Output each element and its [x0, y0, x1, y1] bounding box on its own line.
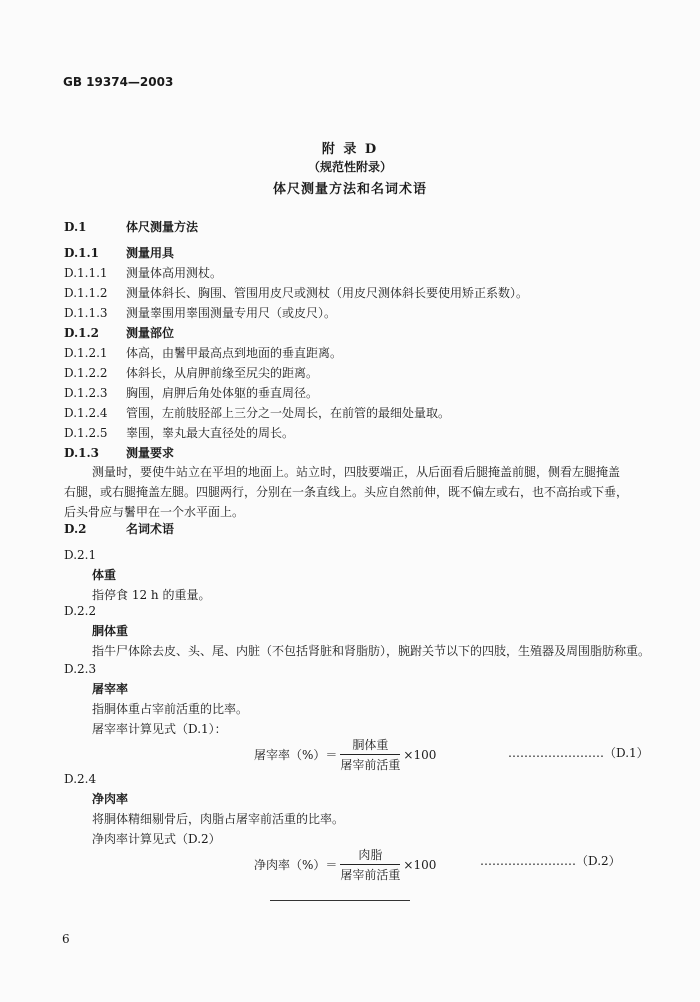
clause: [64, 284, 528, 301]
clause: [64, 404, 450, 421]
term-name: 体重: [92, 568, 117, 582]
clause-text: 胸围，肩胛后角处体躯的垂直周径。: [126, 386, 319, 400]
clause: [64, 264, 222, 281]
page-number: 6: [62, 932, 70, 946]
equation-label: [480, 852, 621, 869]
clause-text: 测量体斜长、胸围、管围用皮尺或测杖（用皮尺测体斜长要使用矫正系数）。: [126, 286, 529, 300]
subsection-heading: [64, 244, 174, 261]
clause-text: 测量体高用测杖。: [126, 266, 223, 280]
term-name: 净肉率: [92, 792, 129, 806]
subsection-number: D.1.3: [64, 446, 100, 460]
term-definition: 指胴体重占宰前活重的比率。: [92, 702, 249, 716]
term-name: 胴体重: [92, 624, 129, 638]
formula-d2: [254, 846, 436, 883]
formula-lhs: 净肉率（%）＝: [254, 858, 338, 872]
clause-text: 测量睾围用睾围测量专用尺（或皮尺）。: [126, 306, 337, 320]
measurement-requirement-paragraph: 测量时，要使牛站立在平坦的地面上。站立时，四肢要端正，从后面看后腿掩盖前腿，侧看左腿掩盖右腿，或右腿掩盖左腿。四腿两行，分别在一条直线上。头应自然前伸，既不偏左或右，也不高抬或下垂，后头骨应与鬐甲在一个水平面上。: [64, 465, 629, 519]
clause-number: D.1.1.1: [64, 266, 108, 280]
subsection-title: 测量部位: [126, 326, 175, 340]
clause-number: D.1.2.4: [64, 406, 108, 420]
clause-number: D.1.2.2: [64, 366, 108, 380]
subsection-title: 测量要求: [126, 446, 175, 460]
subsection-heading: [64, 324, 174, 341]
formula-denominator: 屠宰前活重: [340, 758, 401, 772]
section-number: D.1: [64, 220, 87, 234]
formula-multiplier: ×100: [403, 747, 437, 762]
appendix-type: （规范性附录）: [307, 160, 392, 174]
clause-number: D.1.1.2: [64, 286, 108, 300]
formula-multiplier: ×100: [403, 857, 437, 872]
clause: [64, 384, 318, 401]
equation-label: [508, 744, 649, 761]
clause-text: 体斜长，从肩胛前缘至尻尖的距离。: [126, 366, 319, 380]
formula-lhs: 屠宰率（%）＝: [254, 748, 338, 762]
section-number: D.2: [64, 522, 87, 536]
section-heading: [64, 218, 198, 235]
clause-text: 体高，由鬐甲最高点到地面的垂直距离。: [126, 346, 343, 360]
standard-code: GB 19374—2003: [63, 75, 174, 89]
appendix-title: 附 录 D: [321, 142, 379, 157]
term-number: D.2.2: [64, 604, 97, 618]
leader-dots: ……………………: [480, 854, 576, 868]
section-title: 名词术语: [126, 522, 175, 536]
subsection-title: 测量用具: [126, 246, 175, 260]
clause: [64, 344, 342, 361]
term-definition: 指牛尸体除去皮、头、尾、内脏（不包括肾脏和肾脂肪），腕跗关节以下的四肢，生殖器及周围脂肪称重。: [92, 644, 651, 658]
formula-numerator: 肉脂: [340, 846, 400, 865]
term-number: D.2.3: [64, 662, 97, 676]
section-heading: [64, 520, 174, 537]
formula-denominator: 屠宰前活重: [340, 868, 401, 882]
clause-number: D.1.2.1: [64, 346, 108, 360]
clause-number: D.1.2.3: [64, 386, 108, 400]
term-definition: 指停食 12 h 的重量。: [92, 588, 211, 602]
section-title: 体尺测量方法: [126, 220, 199, 234]
formula-d1: [254, 736, 436, 773]
formula-intro: 屠宰率计算见式（D.1）：: [92, 722, 227, 736]
subsection-heading: [64, 444, 174, 461]
clause-number: D.1.2.5: [64, 426, 108, 440]
clause: [64, 424, 294, 441]
clause-text: 睾围，睾丸最大直径处的周长。: [126, 426, 295, 440]
subsection-number: D.1.2: [64, 326, 100, 340]
end-rule: [270, 900, 410, 901]
equation-number: （D.2）: [576, 854, 621, 868]
appendix-name: 体尺测量方法和名词术语: [272, 182, 427, 197]
term-number: D.2.4: [64, 772, 97, 786]
subsection-number: D.1.1: [64, 246, 100, 260]
clause: [64, 304, 336, 321]
formula-intro: 净肉率计算见式（D.2）: [92, 832, 221, 846]
equation-number: （D.1）: [604, 746, 649, 760]
clause: [64, 364, 318, 381]
formula-fraction: [340, 846, 400, 883]
term-name: 屠宰率: [92, 682, 129, 696]
clause-number: D.1.1.3: [64, 306, 108, 320]
leader-dots: ……………………: [508, 746, 604, 760]
formula-numerator: 胴体重: [340, 736, 400, 755]
formula-fraction: [340, 736, 400, 773]
term-definition: 将胴体精细剔骨后，肉脂占屠宰前活重的比率。: [92, 812, 345, 826]
clause-text: 管围，左前肢胫部上三分之一处周长，在前管的最细处量取。: [126, 406, 451, 420]
term-number: D.2.1: [64, 548, 97, 562]
